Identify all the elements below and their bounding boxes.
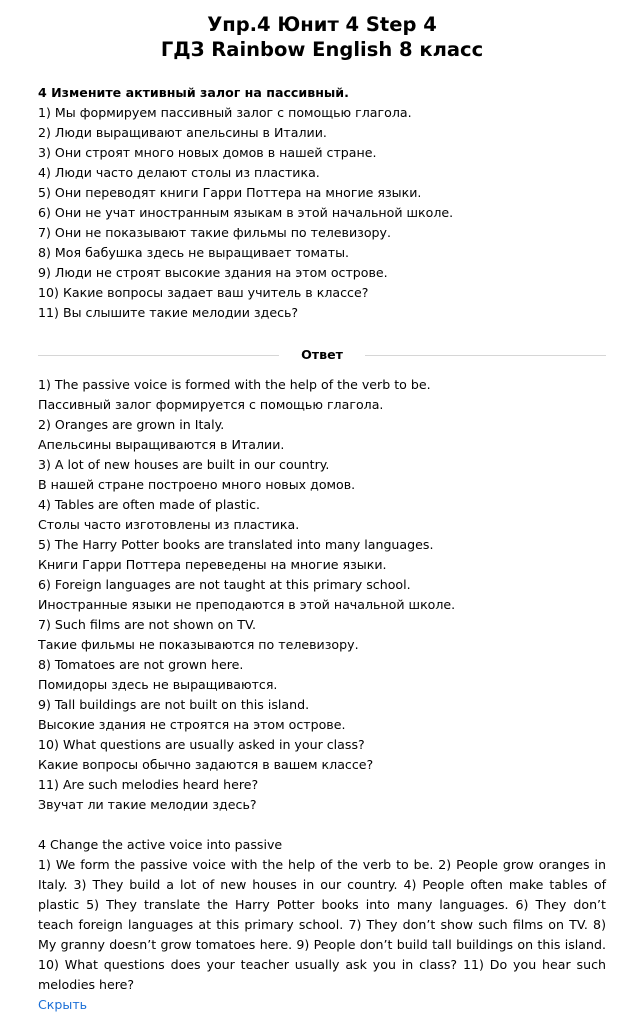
answer-ru: Апельсины выращиваются в Италии. [38,437,285,452]
answer-en: 9) Tall buildings are not built on this island. [38,697,310,712]
title-line-2: ГДЗ Rainbow English 8 класс [160,38,484,61]
answer-ru: Пассивный залог формируется с помощью глагола. [38,397,384,412]
answer-ru: Высокие здания не строятся на этом острове. [38,717,346,732]
task-item: 10) Какие вопросы задает ваш учитель в классе? [38,285,369,300]
divider-rule-right [365,355,606,356]
hide-link[interactable]: Скрыть [38,997,88,1012]
answer-en: 2) Oranges are grown in Italy. [38,417,225,432]
answer-label: Ответ [301,347,343,362]
task-item: 7) Они не показывают такие фильмы по телевизору. [38,225,391,240]
task-heading: 4 Измените активный залог на пассивный. [38,85,349,100]
answer-ru: Звучат ли такие мелодии здесь? [38,797,257,812]
task-item: 6) Они не учат иностранным языкам в этой начальной школе. [38,205,454,220]
answer-en: 5) The Harry Potter books are translated into many languages. [38,537,434,552]
answer-en: 11) Are such melodies heard here? [38,777,259,792]
answer-en: 3) A lot of new houses are built in our country. [38,457,330,472]
answer-en: 8) Tomatoes are not grown here. [38,657,244,672]
english-task-block [38,835,606,1015]
answer-ru: В нашей стране построено много новых домов. [38,477,356,492]
answer-ru: Какие вопросы обычно задаются в вашем классе? [38,757,374,772]
task-item: 2) Люди выращивают апельсины в Италии. [38,125,327,140]
answer-en: 1) The passive voice is formed with the help of the verb to be. [38,377,431,392]
task-item: 5) Они переводят книги Гарри Поттера на многие языки. [38,185,422,200]
page-title [38,12,606,62]
page-content [38,12,606,1015]
answer-divider [38,344,606,366]
task-item: 8) Моя бабушка здесь не выращивает томаты. [38,245,350,260]
answer-list [38,375,606,815]
answer-en: 10) What questions are usually asked in your class? [38,737,365,752]
answer-ru: Иностранные языки не преподаются в этой начальной школе. [38,597,456,612]
title-line-1: Упр.4 Юнит 4 Step 4 [207,13,437,36]
task-item: 11) Вы слышите такие мелодии здесь? [38,305,299,320]
task-block [38,83,606,323]
answer-en: 4) Tables are often made of plastic. [38,497,261,512]
english-task-heading: 4 Change the active voice into passive [38,837,283,852]
task-item: 9) Люди не строят высокие здания на этом острове. [38,265,388,280]
answer-ru: Помидоры здесь не выращиваются. [38,677,278,692]
answer-en: 6) Foreign languages are not taught at this primary school. [38,577,411,592]
answer-en: 7) Such films are not shown on TV. [38,617,256,632]
answer-ru: Книги Гарри Поттера переведены на многие языки. [38,557,387,572]
task-item: 1) Мы формируем пассивный залог с помощью глагола. [38,105,412,120]
task-item: 4) Люди часто делают столы из пластика. [38,165,320,180]
divider-rule-left [38,355,279,356]
answer-ru: Столы часто изготовлены из пластика. [38,517,300,532]
task-item: 3) Они строят много новых домов в нашей стране. [38,145,377,160]
english-task-body: 1) We form the passive voice with the help of the verb to be. 2) People grow oranges in Italy. 3) They build a lot of new houses in our country. 4) People often make tables of plastic 5) They translate the Harry Potter books into many languages. 6) They don’t teach foreign languages at this primary school. 7) They don’t show such films on TV. 8) My granny doesn’t grow tomatoes here. 9) People don’t build tall buildings on this island. 10) What questions does your teacher usually ask you in class? 11) Do you hear such melodies here? [38,857,606,992]
answer-ru: Такие фильмы не показываются по телевизору. [38,637,359,652]
